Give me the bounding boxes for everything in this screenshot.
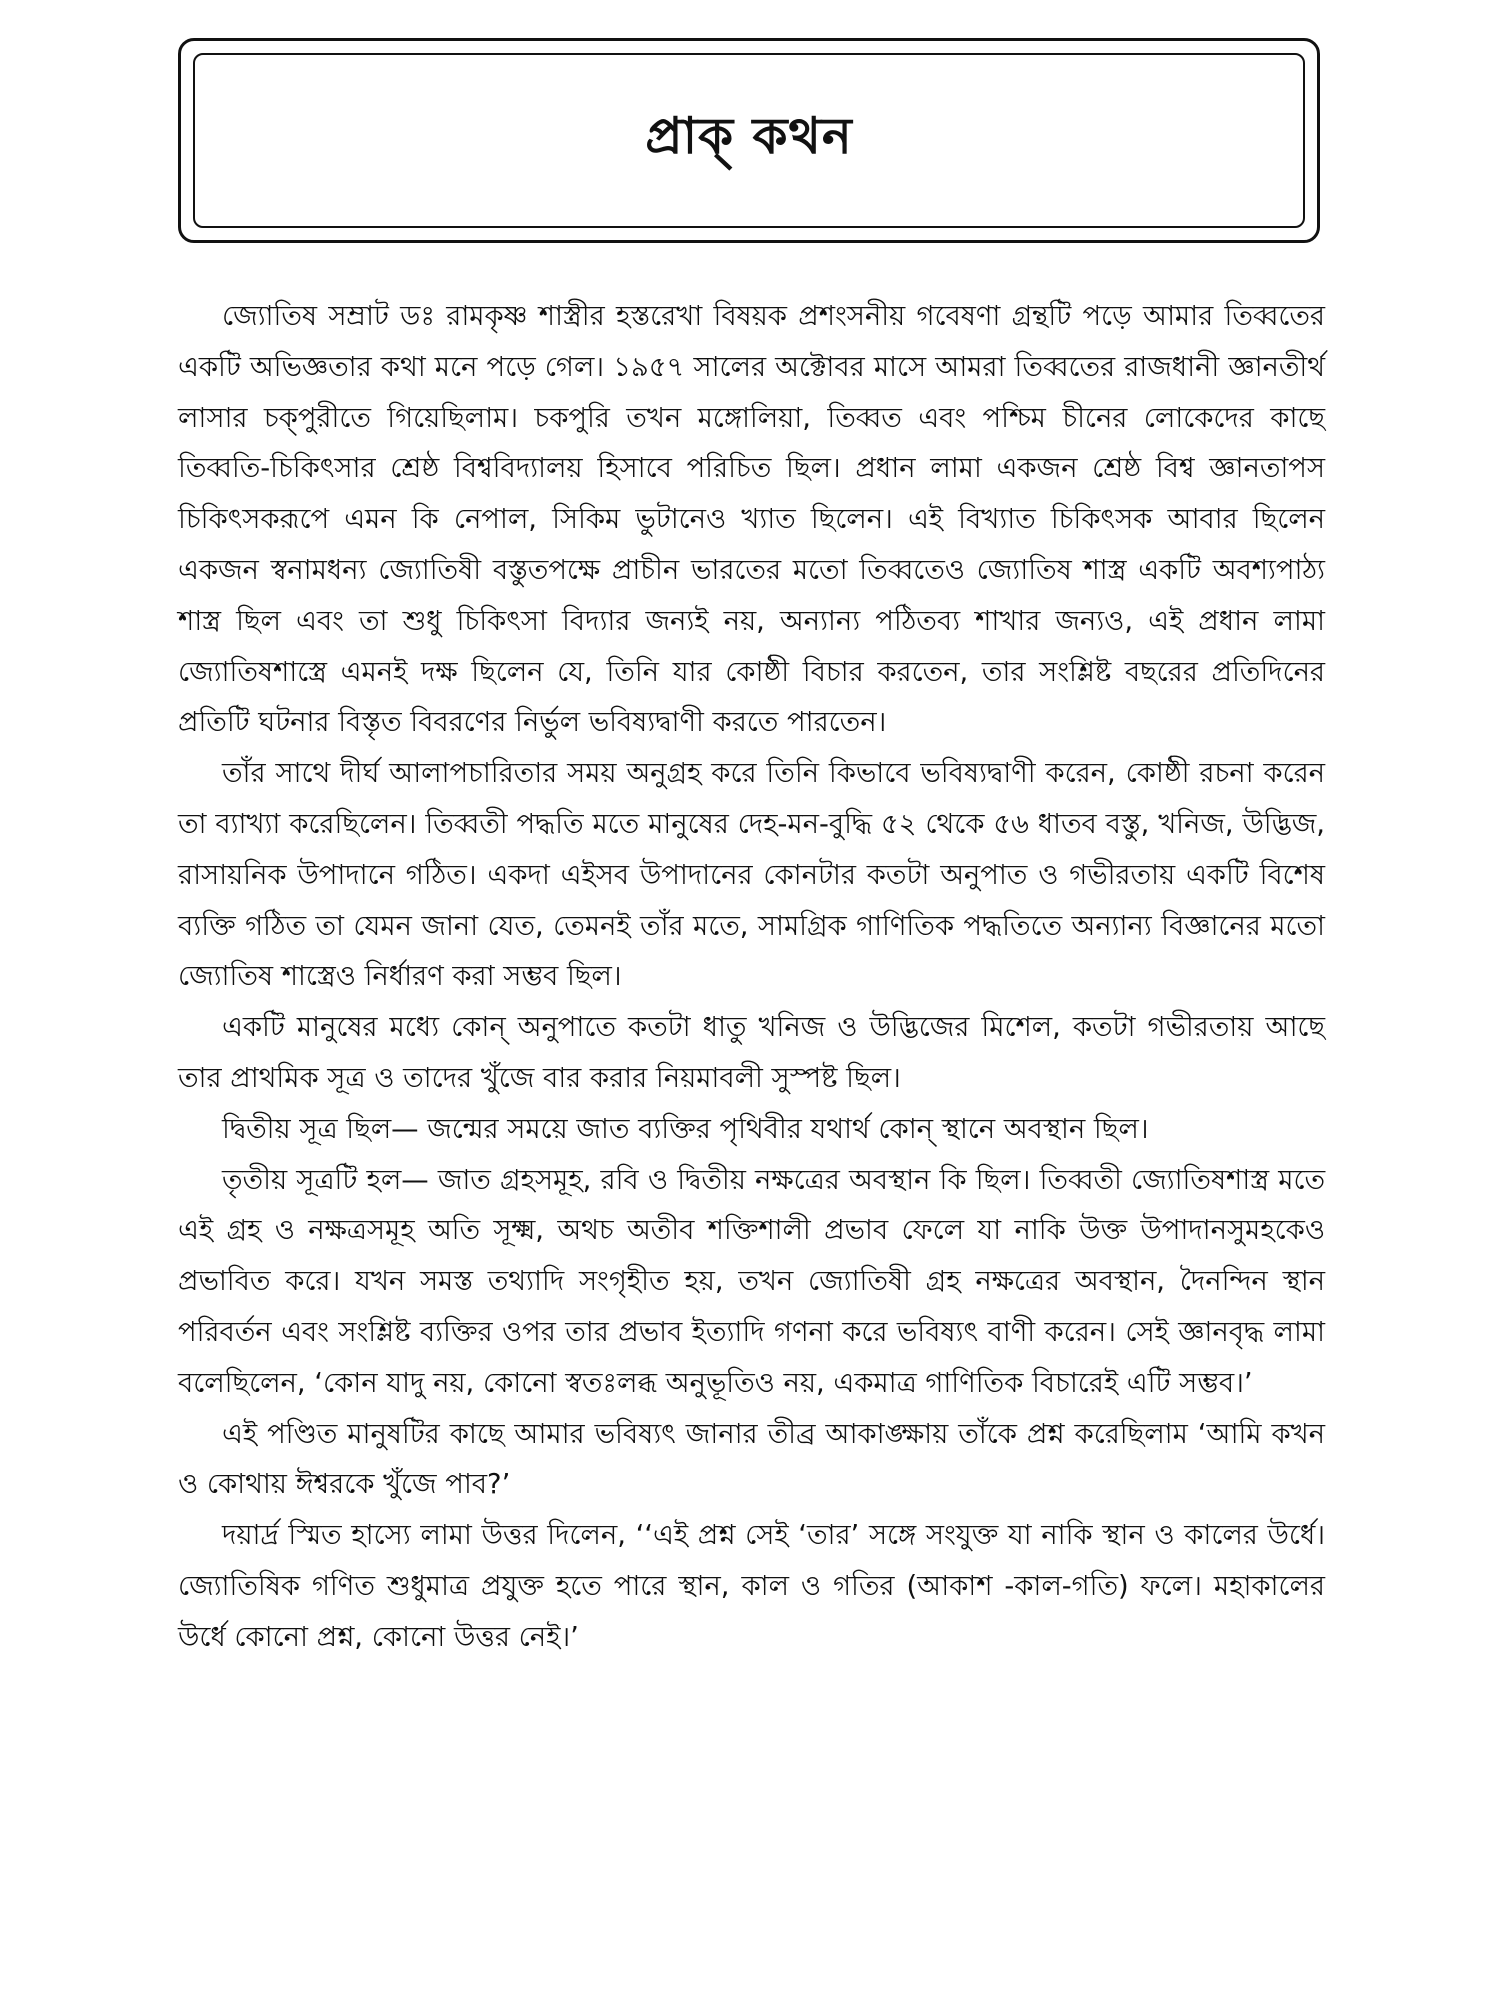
title-frame-inner xyxy=(193,53,1305,228)
paragraph: একটি মানুষের মধ্যে কোন্ অনুপাতে কতটা ধাতু খনিজ ও উদ্ভিজের মিশেল, কতটা গভীরতায় আছে তার প্রাথমিক সূত্র ও তাদের খুঁজে বার করার নিয়মাবলী সুস্পষ্ট ছিল। xyxy=(178,1012,1325,1094)
page-title: প্রাক্ কথন xyxy=(645,107,853,165)
paragraph: জ্যোতিষ সম্রাট ডঃ রামকৃষ্ণ শাস্ত্রীর হস্তরেখা বিষয়ক প্রশংসনীয় গবেষণা গ্রন্থটি পড়ে আমার তিব্বতের একটি অভিজ্ঞতার কথা মনে পড়ে গেল। ১৯৫৭ সালের অক্টোবর মাসে আমরা তিব্বতের রাজধানী জ্ঞানতীর্থ লাসার চক্পুরীতে গিয়েছিলাম। চকপুরি তখন মঙ্গোলিয়া, তিব্বত এবং পশ্চিম চীনের লোকেদের কাছে তিব্বতি-চিকিৎসার শ্রেষ্ঠ বিশ্ববিদ্যালয় হিসাবে পরিচিত ছিল। প্রধান লামা একজন শ্রেষ্ঠ বিশ্ব জ্ঞানতাপস চিকিৎসকরূপে এমন কি নেপাল, সিকিম ভুটানেও খ্যাত ছিলেন। এই বিখ্যাত চিকিৎসক আবার ছিলেন একজন স্বনামধন্য জ্যোতিষী বস্তুতপক্ষে প্রাচীন ভারতের মতো তিব্বতেও জ্যোতিষ শাস্ত্র একটি অবশ্যপাঠ্য শাস্ত্র ছিল এবং তা শুধু চিকিৎসা বিদ্যার জন্যই নয়, অন্যান্য পঠিতব্য শাখার জন্যও, এই প্রধান লামা জ্যোতিষশাস্ত্রে এমনই দক্ষ ছিলেন যে, তিনি যার কোষ্ঠী বিচার করতেন, তার সংশ্লিষ্ট বছরের প্রতিদিনের প্রতিটি ঘটনার বিস্তৃত বিবরণের নির্ভুল ভবিষ্যদ্বাণী করতে পারতেন। xyxy=(178,301,1325,739)
paragraph: দ্বিতীয় সূত্র ছিল— জন্মের সময়ে জাত ব্যক্তির পৃথিবীর যথার্থ কোন্ স্থানে অবস্থান ছিল। xyxy=(222,1113,1149,1145)
paragraph: তৃতীয় সূত্রটি হল— জাত গ্রহসমূহ, রবি ও দ্বিতীয় নক্ষত্রের অবস্থান কি ছিল। তিব্বতী জ্যোতিষশাস্ত্র মতে এই গ্রহ ও নক্ষত্রসমূহ অতি সূক্ষ্ম, অথচ অতীব শক্তিশালী প্রভাব ফেলে যা নাকি উক্ত উপাদানসুমহকেও প্রভাবিত করে। যখন সমস্ত তথ্যাদি সংগৃহীত হয়, তখন জ্যোতিষী গ্রহ নক্ষত্রের অবস্থান, দৈনন্দিন স্থান পরিবর্তন এবং সংশ্লিষ্ট ব্যক্তির ওপর তার প্রভাব ইত্যাদি গণনা করে ভবিষ্যৎ বাণী করেন। সেই জ্ঞানবৃদ্ধ লামা বলেছিলেন, ‘কোন যাদু নয়, কোনো স্বতঃলব্ধ অনুভূতিও নয়, একমাত্র গাণিতিক বিচারেই এটি সম্ভব।’ xyxy=(178,1164,1325,1399)
body-text xyxy=(178,292,1325,1664)
title-frame xyxy=(178,38,1320,243)
paragraph: তাঁর সাথে দীর্ঘ আলাপচারিতার সময় অনুগ্রহ করে তিনি কিভাবে ভবিষ্যদ্বাণী করেন, কোষ্ঠী রচনা করেন তা ব্যাখ্যা করেছিলেন। তিব্বতী পদ্ধতি মতে মানুষের দেহ-মন-বুদ্ধি ৫২ থেকে ৫৬ ধাতব বস্তু, খনিজ, উদ্ভিজ, রাসায়নিক উপাদানে গঠিত। একদা এইসব উপাদানের কোনটার কতটা অনুপাত ও গভীরতায় একটি বিশেষ ব্যক্তি গঠিত তা যেমন জানা যেত, তেমনই তাঁর মতে, সামগ্রিক গাণিতিক পদ্ধতিতে অন্যান্য বিজ্ঞানের মতো জ্যোতিষ শাস্ত্রেও নির্ধারণ করা সম্ভব ছিল। xyxy=(178,758,1325,993)
paragraph: এই পণ্ডিত মানুষটির কাছে আমার ভবিষ্যৎ জানার তীব্র আকাঙ্ক্ষায় তাঁকে প্রশ্ন করেছিলাম ‘আমি কখন ও কোথায় ঈশ্বরকে খুঁজে পাব?’ xyxy=(178,1418,1325,1501)
paragraph: দয়ার্দ্র স্মিত হাস্যে লামা উত্তর দিলেন, ‘‘এই প্রশ্ন সেই ‘তার’ সঙ্গে সংযুক্ত যা নাকি স্থান ও কালের উর্ধে। জ্যোতিষিক গণিত শুধুমাত্র প্রযুক্ত হতে পারে স্থান, কাল ও গতির (আকাশ -কাল-গতি) ফলে। মহাকালের উর্ধে কোনো প্রশ্ন, কোনো উত্তর নেই।’ xyxy=(178,1520,1325,1653)
